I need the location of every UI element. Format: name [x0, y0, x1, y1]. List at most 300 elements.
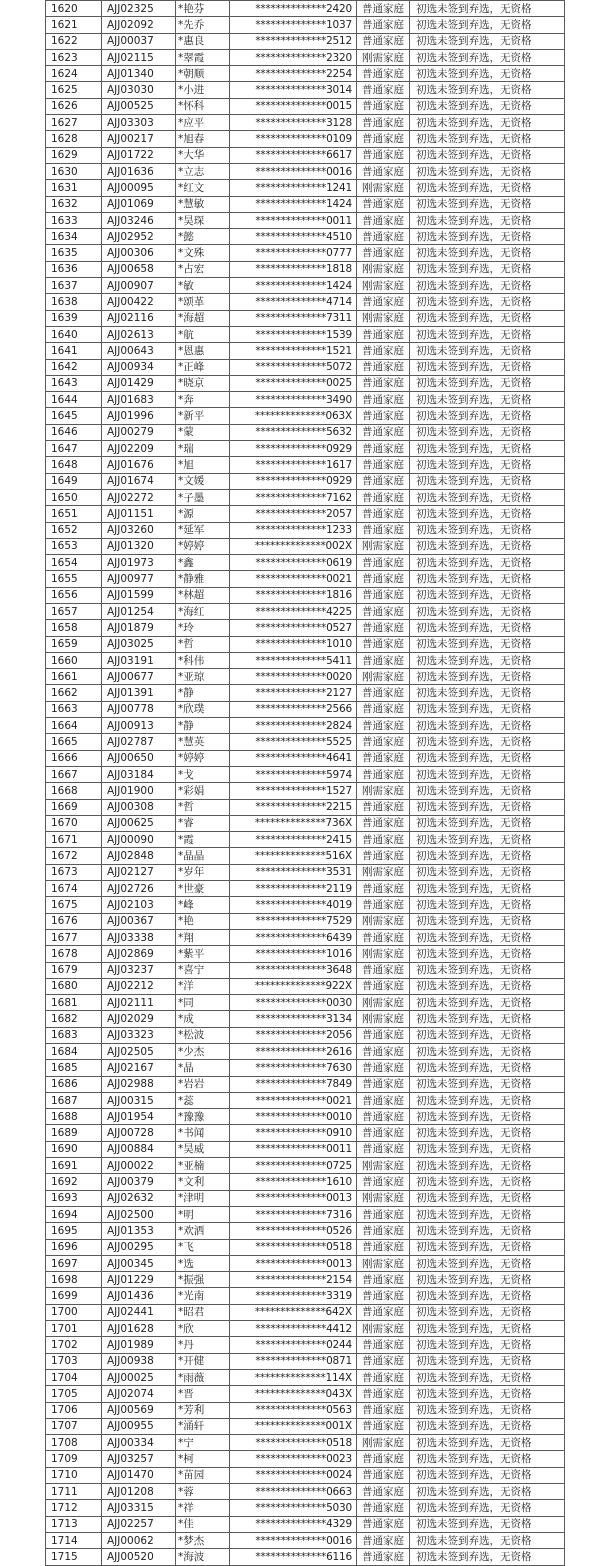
family-type-cell: 普通家庭: [357, 1076, 410, 1092]
id-number-cell: **************0021: [230, 1092, 357, 1108]
id-number-cell: **************2154: [230, 1272, 357, 1288]
application-no-cell: AJJ02029: [102, 1011, 176, 1027]
family-type-cell: 普通家庭: [357, 522, 410, 538]
id-number-cell: **************0526: [230, 1223, 357, 1239]
applicant-name-cell: *世豪: [176, 881, 230, 897]
applicant-name-cell: *海波: [176, 1549, 230, 1565]
status-cell: 初选未签到弃选，无资格: [410, 1304, 565, 1320]
application-no-cell: AJJ01340: [102, 66, 176, 82]
table-row: [46, 1190, 565, 1206]
seq-cell: 1635: [46, 245, 102, 261]
applicant-name-cell: *应平: [176, 115, 230, 131]
id-number-cell: **************0013: [230, 1255, 357, 1271]
table-row: [46, 1500, 565, 1516]
seq-cell: 1661: [46, 669, 102, 685]
family-type-cell: 刚需家庭: [357, 783, 410, 799]
status-cell: 初选未签到弃选，无资格: [410, 587, 565, 603]
seq-cell: 1699: [46, 1288, 102, 1304]
status-cell: 初选未签到弃选，无资格: [410, 1451, 565, 1467]
family-type-cell: 普通家庭: [357, 815, 410, 831]
status-cell: 初选未签到弃选，无资格: [410, 864, 565, 880]
application-no-cell: AJJ02726: [102, 881, 176, 897]
seq-cell: 1682: [46, 1011, 102, 1027]
application-no-cell: AJJ01879: [102, 620, 176, 636]
application-no-cell: AJJ02111: [102, 995, 176, 1011]
applicant-name-cell: *明: [176, 1206, 230, 1222]
seq-cell: 1713: [46, 1516, 102, 1532]
table-row: [46, 1158, 565, 1174]
table-row: [46, 1060, 565, 1076]
status-cell: 初选未签到弃选，无资格: [410, 1467, 565, 1483]
status-cell: 初选未签到弃选，无资格: [410, 1532, 565, 1548]
family-type-cell: 普通家庭: [357, 1467, 410, 1483]
table-row: [46, 473, 565, 489]
family-type-cell: 普通家庭: [357, 1092, 410, 1108]
table-row: [46, 392, 565, 408]
id-number-cell: **************0527: [230, 620, 357, 636]
seq-cell: 1686: [46, 1076, 102, 1092]
application-no-cell: AJJ00525: [102, 98, 176, 114]
family-type-cell: 普通家庭: [357, 1272, 410, 1288]
applicant-name-cell: *苗园: [176, 1467, 230, 1483]
application-no-cell: AJJ00658: [102, 261, 176, 277]
application-no-cell: AJJ01470: [102, 1467, 176, 1483]
applicant-name-cell: *丹: [176, 1337, 230, 1353]
family-type-cell: 普通家庭: [357, 441, 410, 457]
seq-cell: 1662: [46, 685, 102, 701]
seq-cell: 1637: [46, 278, 102, 294]
status-cell: 初选未签到弃选，无资格: [410, 1, 565, 17]
application-no-cell: AJJ01353: [102, 1223, 176, 1239]
applicant-name-cell: *恩惠: [176, 343, 230, 359]
seq-cell: 1652: [46, 522, 102, 538]
family-type-cell: 普通家庭: [357, 245, 410, 261]
id-number-cell: **************3648: [230, 962, 357, 978]
status-cell: 初选未签到弃选，无资格: [410, 946, 565, 962]
seq-cell: 1657: [46, 603, 102, 619]
id-number-cell: **************2127: [230, 685, 357, 701]
family-type-cell: 普通家庭: [357, 33, 410, 49]
family-type-cell: 普通家庭: [357, 1239, 410, 1255]
table-row: [46, 766, 565, 782]
family-type-cell: 普通家庭: [357, 1369, 410, 1385]
seq-cell: 1629: [46, 147, 102, 163]
status-cell: 初选未签到弃选，无资格: [410, 718, 565, 734]
application-no-cell: AJJ02613: [102, 326, 176, 342]
table-row: [46, 1174, 565, 1190]
table-row: [46, 98, 565, 114]
seq-cell: 1651: [46, 506, 102, 522]
table-row: [46, 1255, 565, 1271]
seq-cell: 1642: [46, 359, 102, 375]
status-cell: 初选未签到弃选，无资格: [410, 457, 565, 473]
seq-cell: 1667: [46, 766, 102, 782]
status-cell: 初选未签到弃选，无资格: [410, 196, 565, 212]
applicant-name-cell: *婷婷: [176, 750, 230, 766]
table-row: [46, 359, 565, 375]
id-number-cell: **************0020: [230, 669, 357, 685]
seq-cell: 1649: [46, 473, 102, 489]
application-no-cell: AJJ01069: [102, 196, 176, 212]
applicant-name-cell: *晋: [176, 1386, 230, 1402]
table-row: [46, 685, 565, 701]
application-no-cell: AJJ02787: [102, 734, 176, 750]
application-no-cell: AJJ00569: [102, 1402, 176, 1418]
family-type-cell: 刚需家庭: [357, 913, 410, 929]
seq-cell: 1672: [46, 848, 102, 864]
application-no-cell: AJJ03184: [102, 766, 176, 782]
seq-cell: 1666: [46, 750, 102, 766]
applicant-name-cell: *昊琛: [176, 212, 230, 228]
status-cell: 初选未签到弃选，无资格: [410, 929, 565, 945]
family-type-cell: 普通家庭: [357, 1353, 410, 1369]
table-row: [46, 881, 565, 897]
family-type-cell: 普通家庭: [357, 98, 410, 114]
status-cell: 初选未签到弃选，无资格: [410, 473, 565, 489]
table-row: [46, 1288, 565, 1304]
family-type-cell: 普通家庭: [357, 962, 410, 978]
application-no-cell: AJJ00907: [102, 278, 176, 294]
seq-cell: 1659: [46, 636, 102, 652]
seq-cell: 1644: [46, 392, 102, 408]
seq-cell: 1696: [46, 1239, 102, 1255]
seq-cell: 1688: [46, 1109, 102, 1125]
applicant-name-cell: *成: [176, 1011, 230, 1027]
seq-cell: 1668: [46, 783, 102, 799]
id-number-cell: **************0025: [230, 375, 357, 391]
family-type-cell: 普通家庭: [357, 473, 410, 489]
application-no-cell: AJJ01996: [102, 408, 176, 424]
seq-cell: 1714: [46, 1532, 102, 1548]
family-type-cell: 普通家庭: [357, 1402, 410, 1418]
status-cell: 初选未签到弃选，无资格: [410, 538, 565, 554]
id-number-cell: **************0777: [230, 245, 357, 261]
table-row: [46, 424, 565, 440]
applicant-name-cell: *蓉: [176, 1484, 230, 1500]
status-cell: 初选未签到弃选，无资格: [410, 343, 565, 359]
table-row: [46, 1516, 565, 1532]
table-row: [46, 408, 565, 424]
application-no-cell: AJJ00022: [102, 1158, 176, 1174]
family-type-cell: 普通家庭: [357, 163, 410, 179]
id-number-cell: **************6439: [230, 929, 357, 945]
id-number-cell: **************0518: [230, 1435, 357, 1451]
id-number-cell: **************0871: [230, 1353, 357, 1369]
family-type-cell: 普通家庭: [357, 1174, 410, 1190]
id-number-cell: **************2057: [230, 506, 357, 522]
table-row: [46, 571, 565, 587]
id-number-cell: **************5030: [230, 1500, 357, 1516]
id-number-cell: **************002X: [230, 538, 357, 554]
id-number-cell: **************2254: [230, 66, 357, 82]
family-type-cell: 普通家庭: [357, 1060, 410, 1076]
id-number-cell: **************0015: [230, 98, 357, 114]
id-number-cell: **************3531: [230, 864, 357, 880]
applicant-name-cell: *宁: [176, 1435, 230, 1451]
family-type-cell: 普通家庭: [357, 294, 410, 310]
application-no-cell: AJJ00977: [102, 571, 176, 587]
table-row: [46, 603, 565, 619]
table-row: [46, 669, 565, 685]
status-cell: 初选未签到弃选，无资格: [410, 310, 565, 326]
family-type-cell: 普通家庭: [357, 457, 410, 473]
status-cell: 初选未签到弃选，无资格: [410, 1044, 565, 1060]
status-cell: 初选未签到弃选，无资格: [410, 848, 565, 864]
application-no-cell: AJJ02500: [102, 1206, 176, 1222]
status-cell: 初选未签到弃选，无资格: [410, 603, 565, 619]
family-type-cell: 普通家庭: [357, 718, 410, 734]
application-no-cell: AJJ01900: [102, 783, 176, 799]
id-number-cell: **************642X: [230, 1304, 357, 1320]
family-type-cell: 普通家庭: [357, 147, 410, 163]
seq-cell: 1707: [46, 1418, 102, 1434]
seq-cell: 1670: [46, 815, 102, 831]
id-number-cell: **************922X: [230, 978, 357, 994]
id-number-cell: **************6617: [230, 147, 357, 163]
applicant-name-cell: *敏: [176, 278, 230, 294]
id-number-cell: **************2566: [230, 701, 357, 717]
id-number-cell: **************1617: [230, 457, 357, 473]
status-cell: 初选未签到弃选，无资格: [410, 978, 565, 994]
family-type-cell: 普通家庭: [357, 766, 410, 782]
table-row: [46, 864, 565, 880]
application-no-cell: AJJ01254: [102, 603, 176, 619]
seq-cell: 1628: [46, 131, 102, 147]
status-cell: 初选未签到弃选，无资格: [410, 375, 565, 391]
application-no-cell: AJJ01674: [102, 473, 176, 489]
table-row: [46, 995, 565, 1011]
table-row: [46, 799, 565, 815]
status-cell: 初选未签到弃选，无资格: [410, 620, 565, 636]
family-type-cell: 普通家庭: [357, 799, 410, 815]
id-number-cell: **************2415: [230, 832, 357, 848]
table-row: [46, 441, 565, 457]
application-no-cell: AJJ03246: [102, 212, 176, 228]
application-no-cell: AJJ00728: [102, 1125, 176, 1141]
status-cell: 初选未签到弃选，无资格: [410, 1272, 565, 1288]
table-row: [46, 962, 565, 978]
family-type-cell: 刚需家庭: [357, 180, 410, 196]
application-no-cell: AJJ02115: [102, 49, 176, 65]
application-no-cell: AJJ00520: [102, 1549, 176, 1565]
status-cell: 初选未签到弃选，无资格: [410, 1011, 565, 1027]
application-no-cell: AJJ00938: [102, 1353, 176, 1369]
seq-cell: 1625: [46, 82, 102, 98]
seq-cell: 1695: [46, 1223, 102, 1239]
applicant-name-cell: *瑞: [176, 441, 230, 457]
application-no-cell: AJJ00217: [102, 131, 176, 147]
application-no-cell: AJJ02848: [102, 848, 176, 864]
seq-cell: 1708: [46, 1435, 102, 1451]
id-number-cell: **************5632: [230, 424, 357, 440]
status-cell: 初选未签到弃选，无资格: [410, 1206, 565, 1222]
applicant-name-cell: *文殊: [176, 245, 230, 261]
table-row: [46, 978, 565, 994]
applicant-name-cell: *小进: [176, 82, 230, 98]
id-number-cell: **************2824: [230, 718, 357, 734]
id-number-cell: **************0013: [230, 1190, 357, 1206]
status-cell: 初选未签到弃选，无资格: [410, 1076, 565, 1092]
application-no-cell: AJJ02325: [102, 1, 176, 17]
status-cell: 初选未签到弃选，无资格: [410, 359, 565, 375]
status-cell: 初选未签到弃选，无资格: [410, 1109, 565, 1125]
id-number-cell: **************4641: [230, 750, 357, 766]
id-number-cell: **************516X: [230, 848, 357, 864]
results-table-body: [46, 1, 565, 1566]
application-no-cell: AJJ00422: [102, 294, 176, 310]
seq-cell: 1631: [46, 180, 102, 196]
status-cell: 初选未签到弃选，无资格: [410, 750, 565, 766]
table-row: [46, 718, 565, 734]
status-cell: 初选未签到弃选，无资格: [410, 278, 565, 294]
id-number-cell: **************0011: [230, 1141, 357, 1157]
applicant-name-cell: *喜宁: [176, 962, 230, 978]
applicant-name-cell: *岩岩: [176, 1076, 230, 1092]
applicant-name-cell: *林超: [176, 587, 230, 603]
applicant-name-cell: *海超: [176, 310, 230, 326]
table-row: [46, 343, 565, 359]
id-number-cell: **************1527: [230, 783, 357, 799]
status-cell: 初选未签到弃选，无资格: [410, 294, 565, 310]
application-no-cell: AJJ01628: [102, 1321, 176, 1337]
application-no-cell: AJJ02505: [102, 1044, 176, 1060]
id-number-cell: **************0244: [230, 1337, 357, 1353]
table-row: [46, 1532, 565, 1548]
application-no-cell: AJJ01320: [102, 538, 176, 554]
family-type-cell: 普通家庭: [357, 196, 410, 212]
id-number-cell: **************0929: [230, 473, 357, 489]
id-number-cell: **************0023: [230, 1451, 357, 1467]
family-type-cell: 普通家庭: [357, 929, 410, 945]
application-no-cell: AJJ00095: [102, 180, 176, 196]
id-number-cell: **************5525: [230, 734, 357, 750]
family-type-cell: 普通家庭: [357, 848, 410, 864]
status-cell: 初选未签到弃选，无资格: [410, 1027, 565, 1043]
status-cell: 初选未签到弃选，无资格: [410, 571, 565, 587]
application-no-cell: AJJ00650: [102, 750, 176, 766]
id-number-cell: **************3014: [230, 82, 357, 98]
status-cell: 初选未签到弃选，无资格: [410, 229, 565, 245]
application-no-cell: AJJ02212: [102, 978, 176, 994]
status-cell: 初选未签到弃选，无资格: [410, 1239, 565, 1255]
id-number-cell: **************4225: [230, 603, 357, 619]
applicant-name-cell: *欣璞: [176, 701, 230, 717]
seq-cell: 1715: [46, 1549, 102, 1565]
family-type-cell: 普通家庭: [357, 571, 410, 587]
seq-cell: 1624: [46, 66, 102, 82]
seq-cell: 1700: [46, 1304, 102, 1320]
applicant-name-cell: *松波: [176, 1027, 230, 1043]
application-no-cell: AJJ00778: [102, 701, 176, 717]
status-cell: 初选未签到弃选，无资格: [410, 1223, 565, 1239]
seq-cell: 1653: [46, 538, 102, 554]
status-cell: 初选未签到弃选，无资格: [410, 522, 565, 538]
table-row: [46, 832, 565, 848]
seq-cell: 1671: [46, 832, 102, 848]
id-number-cell: **************1818: [230, 261, 357, 277]
status-cell: 初选未签到弃选，无资格: [410, 212, 565, 228]
table-row: [46, 17, 565, 33]
application-no-cell: AJJ03237: [102, 962, 176, 978]
applicant-name-cell: *静雅: [176, 571, 230, 587]
id-number-cell: **************4510: [230, 229, 357, 245]
status-cell: 初选未签到弃选，无资格: [410, 799, 565, 815]
applicant-name-cell: *立志: [176, 163, 230, 179]
family-type-cell: 普通家庭: [357, 1206, 410, 1222]
application-no-cell: AJJ02441: [102, 1304, 176, 1320]
seq-cell: 1693: [46, 1190, 102, 1206]
family-type-cell: 普通家庭: [357, 1223, 410, 1239]
applicant-name-cell: *亚琼: [176, 669, 230, 685]
status-cell: 初选未签到弃选，无资格: [410, 261, 565, 277]
application-no-cell: AJJ01208: [102, 1484, 176, 1500]
table-row: [46, 1549, 565, 1565]
family-type-cell: 普通家庭: [357, 1288, 410, 1304]
applicant-name-cell: *旭: [176, 457, 230, 473]
applicant-name-cell: *欢洒: [176, 1223, 230, 1239]
application-no-cell: AJJ02116: [102, 310, 176, 326]
seq-cell: 1626: [46, 98, 102, 114]
status-cell: 初选未签到弃选，无资格: [410, 1337, 565, 1353]
table-row: [46, 196, 565, 212]
status-cell: 初选未签到弃选，无资格: [410, 82, 565, 98]
table-row: [46, 1239, 565, 1255]
seq-cell: 1703: [46, 1353, 102, 1369]
family-type-cell: 普通家庭: [357, 359, 410, 375]
applicant-name-cell: *大华: [176, 147, 230, 163]
status-cell: 初选未签到弃选，无资格: [410, 1516, 565, 1532]
seq-cell: 1669: [46, 799, 102, 815]
table-row: [46, 652, 565, 668]
applicant-name-cell: *雨薇: [176, 1369, 230, 1385]
table-row: [46, 783, 565, 799]
application-no-cell: AJJ02167: [102, 1060, 176, 1076]
id-number-cell: **************0663: [230, 1484, 357, 1500]
seq-cell: 1654: [46, 555, 102, 571]
status-cell: 初选未签到弃选，无资格: [410, 1125, 565, 1141]
table-row: [46, 229, 565, 245]
status-cell: 初选未签到弃选，无资格: [410, 1158, 565, 1174]
application-no-cell: AJJ00308: [102, 799, 176, 815]
seq-cell: 1684: [46, 1044, 102, 1060]
id-number-cell: **************2420: [230, 1, 357, 17]
status-cell: 初选未签到弃选，无资格: [410, 66, 565, 82]
table-row: [46, 587, 565, 603]
applicant-name-cell: *彩娟: [176, 783, 230, 799]
table-row: [46, 82, 565, 98]
application-no-cell: AJJ00367: [102, 913, 176, 929]
family-type-cell: 普通家庭: [357, 212, 410, 228]
application-no-cell: AJJ01391: [102, 685, 176, 701]
application-no-cell: AJJ01636: [102, 163, 176, 179]
family-type-cell: 普通家庭: [357, 408, 410, 424]
seq-cell: 1640: [46, 326, 102, 342]
application-no-cell: AJJ00677: [102, 669, 176, 685]
status-cell: 初选未签到弃选，无资格: [410, 1190, 565, 1206]
id-number-cell: **************4329: [230, 1516, 357, 1532]
status-cell: 初选未签到弃选，无资格: [410, 1386, 565, 1402]
family-type-cell: 普通家庭: [357, 1304, 410, 1320]
application-no-cell: AJJ00379: [102, 1174, 176, 1190]
table-row: [46, 163, 565, 179]
family-type-cell: 普通家庭: [357, 620, 410, 636]
application-no-cell: AJJ03025: [102, 636, 176, 652]
seq-cell: 1689: [46, 1125, 102, 1141]
application-no-cell: AJJ00643: [102, 343, 176, 359]
id-number-cell: **************0563: [230, 1402, 357, 1418]
applicant-name-cell: *奔: [176, 392, 230, 408]
seq-cell: 1638: [46, 294, 102, 310]
